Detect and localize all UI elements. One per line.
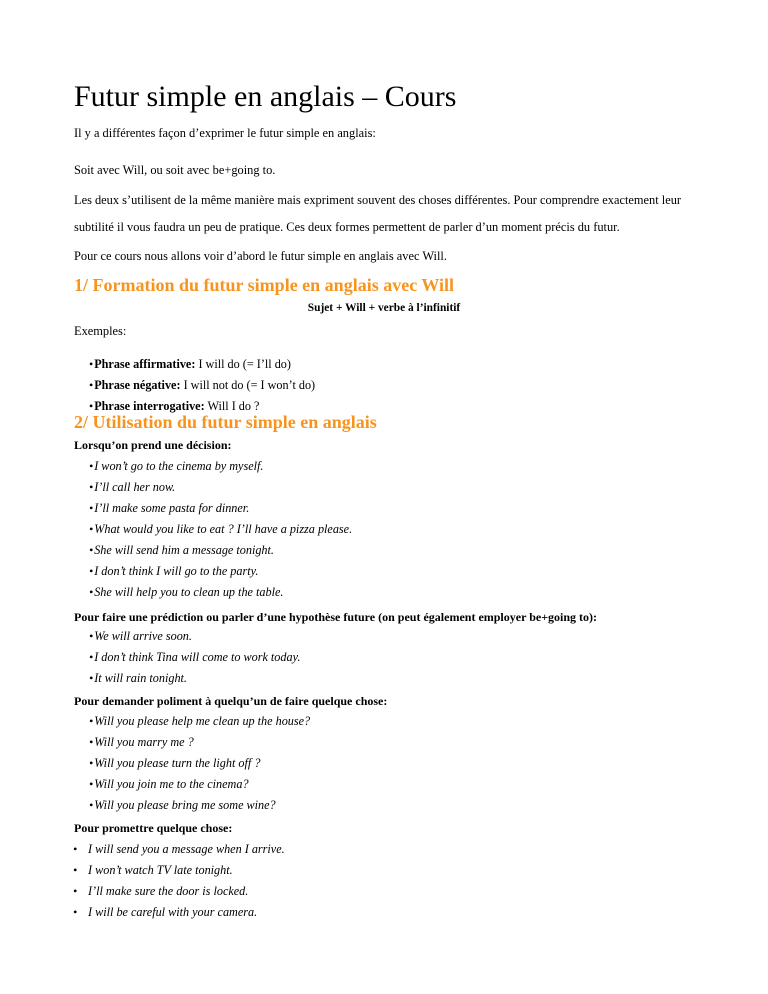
bullet-icon: • [89,671,94,685]
list-item [89,519,352,540]
list-item-text: I won’t watch TV late tonight. [88,863,233,877]
bullet-icon: • [89,629,94,643]
list-item [89,668,300,689]
list-item-text: She will send him a message tonight. [94,543,274,557]
example-text: Will I do ? [204,399,260,413]
formula: Sujet + Will + verbe à l’infinitif [307,302,461,314]
bullet-icon: • [73,884,78,898]
list-item-text: I will be careful with your camera. [88,905,258,919]
list-item [89,477,352,498]
list-item-text: It will rain tonight. [94,671,187,685]
example-label: Phrase interrogative: [94,399,205,413]
intro-paragraph: Soit avec Will, ou soit avec be+going to. [74,163,276,177]
bullet-icon: • [89,501,94,515]
bullet-icon: • [73,863,78,877]
list-item-text: I’ll call her now. [94,480,176,494]
list-item [89,540,352,561]
bullet-icon: • [89,459,94,473]
list-item-text: Will you marry me ? [94,735,194,749]
list-item [89,647,300,668]
list-item-text: I won’t go to the cinema by myself. [94,459,264,473]
list-item-text: She will help you to clean up the table. [94,585,284,599]
bullet-icon: • [89,399,94,413]
list-item-text: We will arrive soon. [94,629,192,643]
usage-label: Pour demander poliment à quelqu’un de faire quelque chose: [74,694,388,708]
list-item-text: I don’t think I will go to the party. [94,564,259,578]
bullet-icon: • [89,756,94,770]
intro-paragraph: Les deux s’utilisent de la même manière mais expriment souvent des choses différentes. Pour comprendre exactement leur subtilité il vous faudra un peu de pratique. Ces deux formes permettent de parler d’un moment précis du futur. [74,193,682,234]
bullet-icon: • [89,798,94,812]
bullet-icon: • [73,842,78,856]
bullet-icon: • [89,585,94,599]
list-item [89,795,310,816]
list-item [89,561,352,582]
list-item-text: I will send you a message when I arrive. [88,842,285,856]
intro-paragraph: Il y a différentes façon d’exprimer le futur simple en anglais: [74,126,376,140]
usage-label: Lorsqu’on prend une décision: [74,438,232,452]
examples-label: Exemples: [74,324,127,338]
bullet-icon: • [73,905,78,919]
list-item [74,902,285,923]
usage-label: Pour faire une prédiction ou parler d’une hypothèse future (on peut également employer be+going to): [74,610,598,624]
list-item [89,582,352,603]
bullet-icon: • [89,714,94,728]
bullet-icon: • [89,480,94,494]
list-item-text: I’ll make sure the door is locked. [88,884,249,898]
example-label: Phrase affirmative: [94,357,196,371]
list-item [89,375,315,396]
usage-label: Pour promettre quelque chose: [74,821,233,835]
example-label: Phrase négative: [94,378,181,392]
bullet-icon: • [89,564,94,578]
example-text: I will not do (= I won’t do) [180,378,316,392]
bullet-icon: • [89,357,94,371]
list-item [89,732,310,753]
example-text: I will do (= I’ll do) [195,357,291,371]
list-item [89,774,310,795]
bullet-icon: • [89,378,94,392]
list-item-text: What would you like to eat ? I’ll have a pizza please. [94,522,353,536]
list-item [89,753,310,774]
usage-list [89,456,352,603]
list-item-text: Will you join me to the cinema? [94,777,249,791]
bullet-icon: • [89,543,94,557]
list-item-text: Will you please help me clean up the house? [94,714,311,728]
list-item [74,860,285,881]
list-item [89,354,315,375]
bullet-icon: • [89,522,94,536]
bullet-icon: • [89,777,94,791]
usage-list [89,711,310,816]
list-item [74,881,285,902]
section-heading-formation: 1/ Formation du futur simple en anglais avec Will [74,275,455,295]
list-item [89,711,310,732]
examples-list [89,354,315,417]
list-item [74,839,285,860]
list-item [89,626,300,647]
list-item [89,456,352,477]
usage-list [89,626,300,689]
list-item-text: Will you please bring me some wine? [94,798,276,812]
list-item [89,498,352,519]
usage-list [74,839,285,923]
list-item-text: I don’t think Tina will come to work today. [94,650,301,664]
bullet-icon: • [89,650,94,664]
intro-paragraph: Pour ce cours nous allons voir d’abord le futur simple en anglais avec Will. [74,249,447,263]
page-title: Futur simple en anglais – Cours [74,80,457,113]
list-item-text: Will you please turn the light off ? [94,756,261,770]
section-heading-utilisation: 2/ Utilisation du futur simple en anglais [74,412,377,432]
bullet-icon: • [89,735,94,749]
list-item-text: I’ll make some pasta for dinner. [94,501,250,515]
